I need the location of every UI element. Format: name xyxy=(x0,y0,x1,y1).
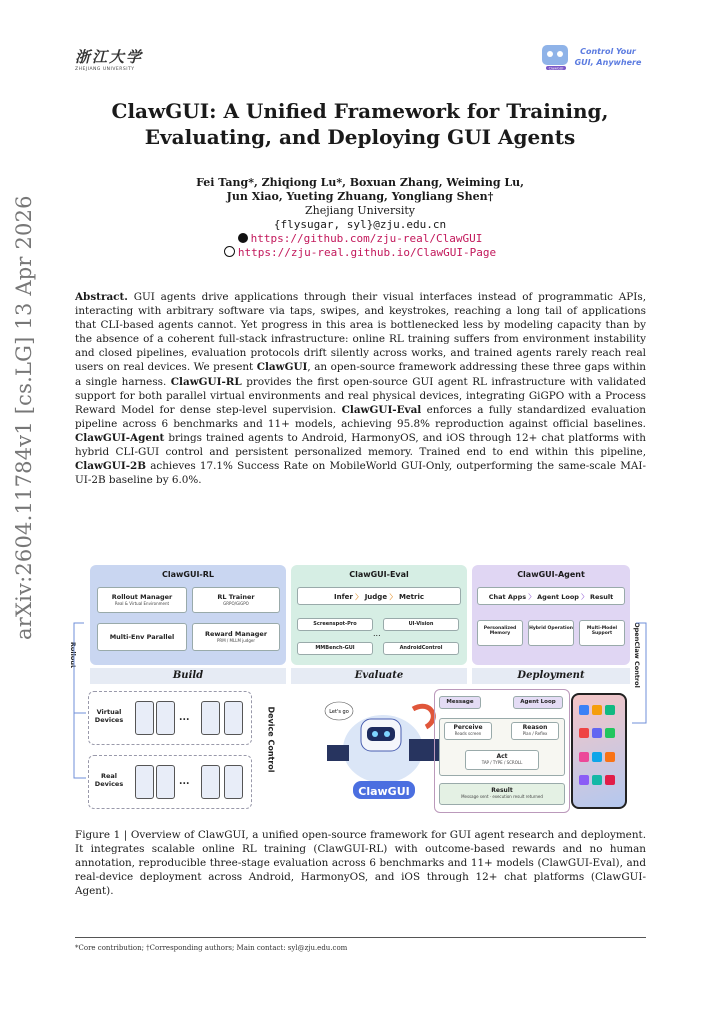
phone-icon xyxy=(224,701,243,735)
deployment-band: Deployment xyxy=(472,668,630,684)
phone-icon xyxy=(135,701,154,735)
deploy-loop: Message Agent Loop Perceive Reads screen Reason Plan / Reflex Act TAP / TYPE / SCROLL Result Message sent · execution result returned xyxy=(434,689,570,813)
benchmark-screenspot: Screenspot-Pro xyxy=(297,618,373,631)
contact-emails: {flysugar, syl}@zju.edu.cn xyxy=(273,218,447,231)
footnote-rule xyxy=(75,937,646,938)
multi-env-box: Multi-Env Parallel xyxy=(97,623,187,651)
project-page-link[interactable]: https://zju-real.github.io/ClawGUI-Page xyxy=(75,246,645,260)
rollout-manager-box: Rollout Manager Real & Virtual Environment xyxy=(97,587,187,613)
svg-text:ClawGUI: ClawGUI xyxy=(358,785,410,798)
svg-text:ClawGUI: ClawGUI xyxy=(548,66,564,71)
phone-mockup xyxy=(571,693,627,809)
evaluate-band: Evaluate xyxy=(291,668,467,684)
affiliation: Zhejiang University xyxy=(305,204,415,217)
device-control-label: Device Control xyxy=(266,706,276,773)
abstract: Abstract. GUI agents drive applications through their visual interfaces instead of programmatic APIs, interacting with arbitrary software via taps, swipes, and keystrokes, reaching a long tail of applications that CLI-based agents cannot. Yet progress in this area is bottlenecked less by modeling capacity than by the absence of a coherent full-stack infrastructure: online RL training suffers from environment instability and closed pipelines, evaluation protocols drift silently across works, and trained agents rarely reach real users on real devices. We present ClawGUI, an open-source framework addressing these three gaps within a single harness. ClawGUI-RL provides the first open-source GUI agent RL infrastructure with validated support for both parallel virtual environments and real physical devices, integrating GiGPO with a Process Reward Model for dense step-level supervision. ClawGUI-Eval enforces a fully standardized evaluation pipeline across 6 benchmarks and 11+ models, achieving 95.8% reproduction against official baselines. ClawGUI-Agent brings trained agents to Android, HarmonyOS, and iOS through 12+ chat platforms with hybrid CLI-GUI control and persistent personalized memory. Trained end to end within this pipeline, ClawGUI-2B achieves 17.1% Success Rate on MobileWorld GUI-Only, outperforming the same-scale MAI-UI-2B baseline by 6.0%. xyxy=(75,291,646,487)
phone-icon xyxy=(135,765,154,799)
arxiv-identifier: arXiv:2604.11784v1 [cs.LG] 13 Apr 2026 xyxy=(12,195,36,640)
benchmark-androidcontrol: AndroidControl xyxy=(383,642,459,655)
footnote: *Core contribution; †Corresponding authors; Main contact: syl@zju.edu.com xyxy=(75,944,348,952)
phone-icon xyxy=(156,765,175,799)
real-devices-group: Real Devices ... xyxy=(88,755,252,809)
author-block xyxy=(75,176,645,260)
zju-logo: 浙江大学 ZHEJIANG UNIVERSITY xyxy=(75,48,144,72)
benchmark-uivision: UI-Vision xyxy=(383,618,459,631)
reward-manager-box: Reward Manager PRM / MLLM judger xyxy=(192,623,280,651)
benchmark-mmbench: MMBench-GUI xyxy=(297,642,373,655)
openclaw-label: OpenClaw Control xyxy=(632,622,641,688)
virtual-devices-group: Virtual Devices ... xyxy=(88,691,252,745)
paper-title: ClawGUI: A Unified Framework for Training, Evaluating, and Deploying GUI Agents xyxy=(111,99,609,149)
eval-pipeline-box: Infer 〉 Judge 〉 Metric xyxy=(297,587,461,605)
svg-text:GUI, Anywhere: GUI, Anywhere xyxy=(574,58,642,67)
phone-icon xyxy=(224,765,243,799)
figure-caption: Figure 1 | Overview of ClawGUI, a unified open-source framework for GUI agent research and deployment. It integrates scalable online RL training (ClawGUI-RL) with outcome-based rewards and no human annotation, reproducible three-stage evaluation across 6 benchmarks and 11+ models (ClawGUI-Eval), and real-device deployment across Android, HarmonyOS, and iOS through 12+ chat platforms (ClawGUI-Agent). xyxy=(75,829,646,898)
build-band: Build xyxy=(90,668,286,684)
memory-box: Personalized Memory xyxy=(477,620,523,646)
rl-trainer-box: RL Trainer GRPO/GiGPO xyxy=(192,587,280,613)
hybrid-box: Hybrid Operation xyxy=(528,620,574,646)
rl-panel: ClawGUI-RL Rollout Manager Real & Virtual Environment RL Trainer GRPO/GiGPO Multi-Env Parallel Reward Manager PRM / MLLM judger xyxy=(90,565,286,665)
authors-line-1: Fei Tang*, Zhiqiong Lu*, Boxuan Zhang, Weiming Lu, xyxy=(196,176,524,189)
rollout-label: Rollout xyxy=(69,641,78,669)
eval-panel: ClawGUI-Eval Infer 〉 Judge 〉 Metric Screenspot-Pro UI-Vision ... MMBench-GUI AndroidControl xyxy=(291,565,467,665)
authors-line-2: Jun Xiao, Yueting Zhuang, Yongliang Shen† xyxy=(226,190,494,203)
phone-icon xyxy=(201,701,220,735)
agent-pipeline-box: Chat Apps 〉 Agent Loop 〉 Result xyxy=(477,587,625,605)
multimodel-box: Multi-Model Support xyxy=(579,620,625,646)
phone-icon xyxy=(201,765,220,799)
svg-text:Control Your: Control Your xyxy=(580,47,636,56)
agent-panel: ClawGUI-Agent Chat Apps 〉 Agent Loop 〉 Result Personalized Memory Hybrid Operation Multi-Model Support xyxy=(472,565,630,665)
phone-icon xyxy=(156,701,175,735)
svg-text:Let's go: Let's go xyxy=(329,709,349,715)
github-icon xyxy=(238,233,248,243)
clawgui-logo xyxy=(540,42,650,70)
overview-figure xyxy=(66,563,654,820)
globe-icon xyxy=(224,246,235,257)
github-link[interactable]: https://github.com/zju-real/ClawGUI xyxy=(75,232,645,246)
